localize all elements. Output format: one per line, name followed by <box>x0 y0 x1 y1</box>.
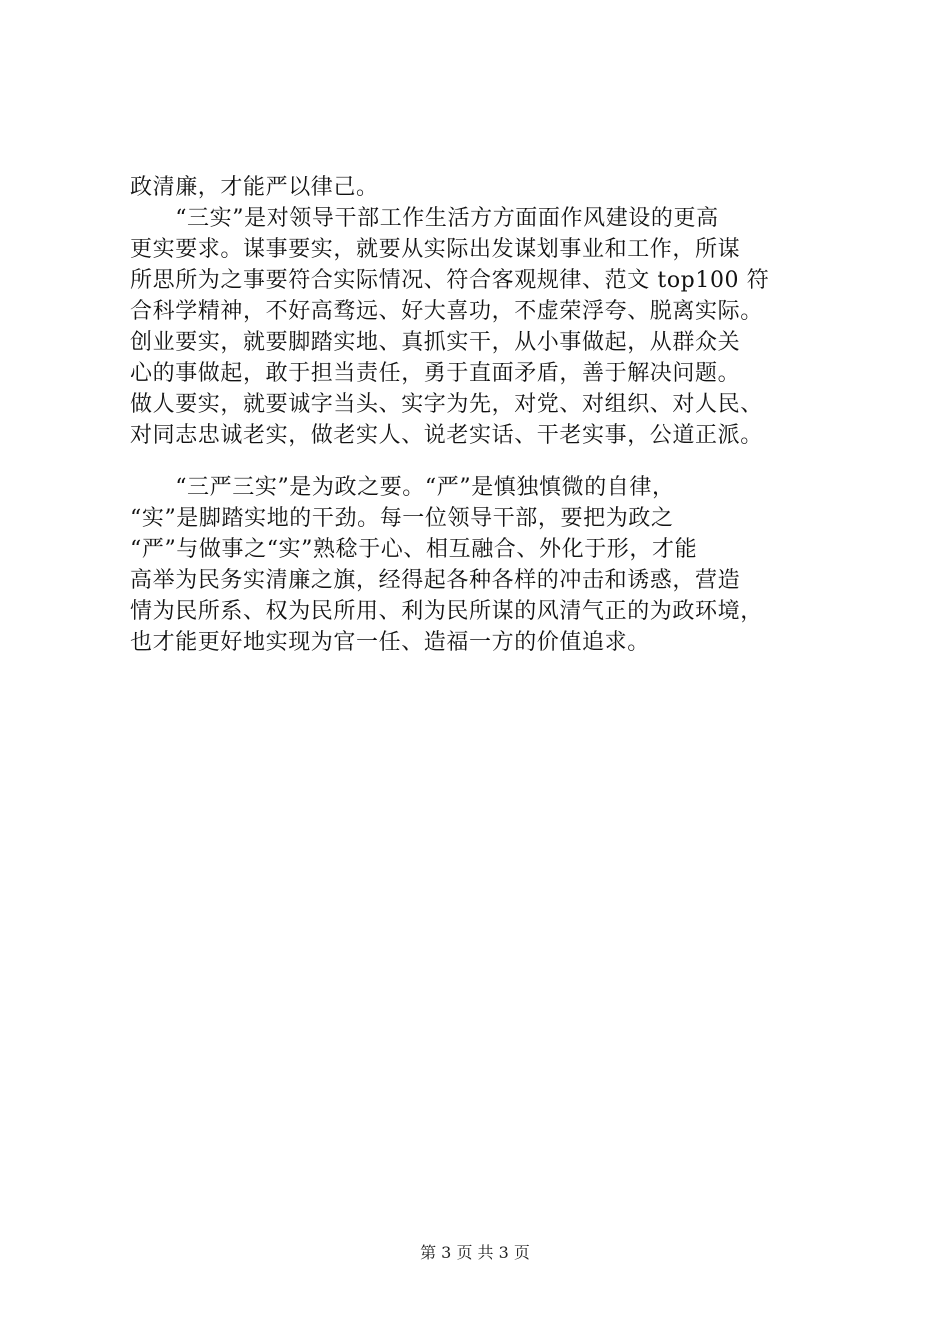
text-line: “严”与做事之“实”熟稔于心、相互融合、外化于形，才能 <box>130 537 698 562</box>
page-number-footer: 第 3 页 共 3 页 <box>420 1243 530 1262</box>
paragraph-2 <box>130 203 842 451</box>
text-line: 合科学精神，不好高骛远、好大喜功，不虚荣浮夸、脱离实际。 <box>130 299 763 324</box>
text-line: 心的事做起，敢于担当责任，勇于直面矛盾，善于解决问题。 <box>130 361 741 386</box>
text-line: “三实”是对领导干部工作生活方方面面作风建设的更高 <box>130 206 719 231</box>
paragraph-3 <box>130 472 842 658</box>
text-line: 政清廉，才能严以律己。 <box>130 175 379 200</box>
text-line: 做人要实，就要诚字当头、实字为先，对党、对组织、对人民、 <box>130 392 763 417</box>
text-line: “实”是脚踏实地的干劲。每一位领导干部，要把为政之 <box>130 506 674 531</box>
document-body <box>130 172 842 658</box>
paragraph-gap <box>130 451 842 472</box>
text-line: 高举为民务实清廉之旗，经得起各种各样的冲击和诱惑，营造 <box>130 568 741 593</box>
text-line: 创业要实，就要脚踏实地、真抓实干，从小事做起，从群众关 <box>130 330 741 355</box>
text-line: 也才能更好地实现为官一任、造福一方的价值追求。 <box>130 630 650 655</box>
paragraph-1 <box>130 172 842 203</box>
text-line: 对同志忠诚老实，做老实人、说老实话、干老实事，公道正派。 <box>130 423 763 448</box>
text-line: 情为民所系、权为民所用、利为民所谋的风清气正的为政环境， <box>130 599 763 624</box>
text-line: 更实要求。谋事要实，就要从实际出发谋划事业和工作，所谋 <box>130 237 741 262</box>
text-line: 所思所为之事要符合实际情况、符合客观规律、范文 top100 符 <box>130 268 770 293</box>
text-line: “三严三实”是为政之要。“严”是慎独慎微的自律， <box>130 475 675 500</box>
